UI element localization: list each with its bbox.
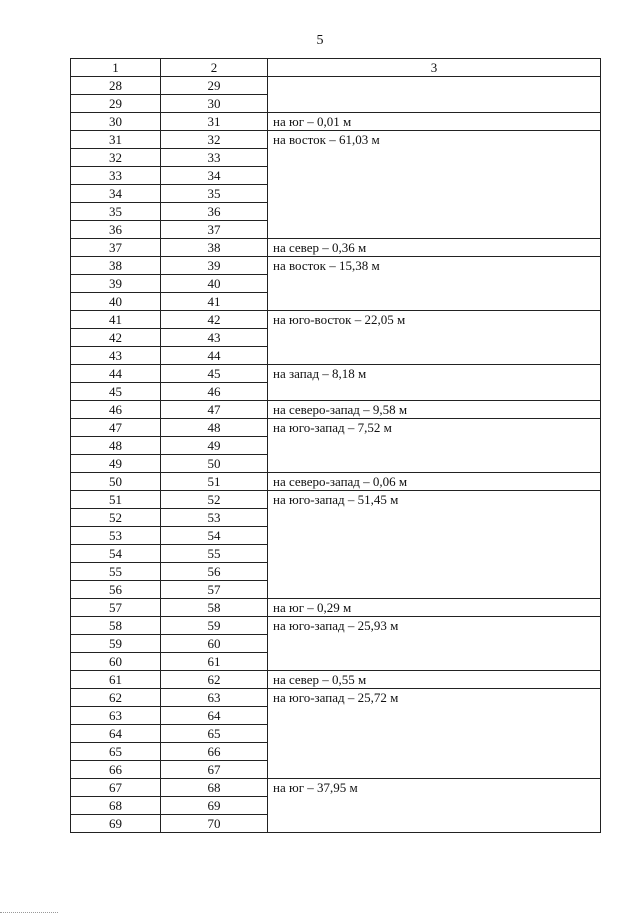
direction-distance-cell: на восток – 61,03 м bbox=[268, 131, 601, 239]
point-to-cell: 59 bbox=[161, 617, 268, 635]
direction-distance-cell: на северо-запад – 9,58 м bbox=[268, 401, 601, 419]
direction-distance-cell: на север – 0,55 м bbox=[268, 671, 601, 689]
direction-distance-cell: на юго-восток – 22,05 м bbox=[268, 311, 601, 365]
header-col-1: 1 bbox=[71, 59, 161, 77]
page-number: 5 bbox=[316, 33, 324, 48]
point-to-cell: 63 bbox=[161, 689, 268, 707]
table-row bbox=[71, 599, 601, 617]
point-from-cell: 46 bbox=[71, 401, 161, 419]
point-to-cell: 32 bbox=[161, 131, 268, 149]
point-to-cell: 67 bbox=[161, 761, 268, 779]
point-to-cell: 38 bbox=[161, 239, 268, 257]
direction-distance-cell: на юго-запад – 51,45 м bbox=[268, 491, 601, 599]
point-to-cell: 53 bbox=[161, 509, 268, 527]
point-to-cell: 66 bbox=[161, 743, 268, 761]
point-to-cell: 46 bbox=[161, 383, 268, 401]
point-from-cell: 62 bbox=[71, 689, 161, 707]
direction-distance-cell: на север – 0,36 м bbox=[268, 239, 601, 257]
direction-distance-cell: на юго-запад – 25,93 м bbox=[268, 617, 601, 671]
point-from-cell: 56 bbox=[71, 581, 161, 599]
point-from-cell: 36 bbox=[71, 221, 161, 239]
point-from-cell: 32 bbox=[71, 149, 161, 167]
point-to-cell: 47 bbox=[161, 401, 268, 419]
table-row bbox=[71, 77, 601, 95]
point-to-cell: 54 bbox=[161, 527, 268, 545]
point-to-cell: 64 bbox=[161, 707, 268, 725]
point-to-cell: 69 bbox=[161, 797, 268, 815]
point-to-cell: 60 bbox=[161, 635, 268, 653]
table-row bbox=[71, 491, 601, 509]
point-from-cell: 30 bbox=[71, 113, 161, 131]
point-to-cell: 57 bbox=[161, 581, 268, 599]
header-row bbox=[71, 59, 601, 77]
table-row bbox=[71, 113, 601, 131]
point-to-cell: 70 bbox=[161, 815, 268, 833]
table-body bbox=[71, 77, 601, 833]
point-from-cell: 47 bbox=[71, 419, 161, 437]
table-row bbox=[71, 311, 601, 329]
point-to-cell: 44 bbox=[161, 347, 268, 365]
point-to-cell: 39 bbox=[161, 257, 268, 275]
table-row bbox=[71, 779, 601, 797]
boundary-table bbox=[70, 58, 601, 833]
point-from-cell: 66 bbox=[71, 761, 161, 779]
point-from-cell: 58 bbox=[71, 617, 161, 635]
point-to-cell: 40 bbox=[161, 275, 268, 293]
point-to-cell: 29 bbox=[161, 77, 268, 95]
point-from-cell: 63 bbox=[71, 707, 161, 725]
point-from-cell: 31 bbox=[71, 131, 161, 149]
point-to-cell: 48 bbox=[161, 419, 268, 437]
point-from-cell: 64 bbox=[71, 725, 161, 743]
point-from-cell: 53 bbox=[71, 527, 161, 545]
point-to-cell: 68 bbox=[161, 779, 268, 797]
point-to-cell: 56 bbox=[161, 563, 268, 581]
table-row bbox=[71, 257, 601, 275]
table-header bbox=[71, 59, 601, 77]
point-from-cell: 68 bbox=[71, 797, 161, 815]
point-from-cell: 35 bbox=[71, 203, 161, 221]
point-to-cell: 50 bbox=[161, 455, 268, 473]
point-from-cell: 51 bbox=[71, 491, 161, 509]
point-to-cell: 65 bbox=[161, 725, 268, 743]
table-row bbox=[71, 689, 601, 707]
point-from-cell: 48 bbox=[71, 437, 161, 455]
direction-distance-cell: на северо-запад – 0,06 м bbox=[268, 473, 601, 491]
direction-distance-cell: на юго-запад – 7,52 м bbox=[268, 419, 601, 473]
table-row bbox=[71, 131, 601, 149]
point-to-cell: 41 bbox=[161, 293, 268, 311]
point-from-cell: 65 bbox=[71, 743, 161, 761]
table-row bbox=[71, 239, 601, 257]
point-to-cell: 37 bbox=[161, 221, 268, 239]
point-from-cell: 54 bbox=[71, 545, 161, 563]
point-from-cell: 50 bbox=[71, 473, 161, 491]
table-row bbox=[71, 419, 601, 437]
point-from-cell: 45 bbox=[71, 383, 161, 401]
point-from-cell: 44 bbox=[71, 365, 161, 383]
point-from-cell: 38 bbox=[71, 257, 161, 275]
point-from-cell: 43 bbox=[71, 347, 161, 365]
point-from-cell: 49 bbox=[71, 455, 161, 473]
header-col-2: 2 bbox=[161, 59, 268, 77]
table-row bbox=[71, 617, 601, 635]
table-row bbox=[71, 365, 601, 383]
header-col-3: 3 bbox=[268, 59, 601, 77]
point-from-cell: 69 bbox=[71, 815, 161, 833]
direction-distance-cell: на юг – 0,01 м bbox=[268, 113, 601, 131]
table-row bbox=[71, 671, 601, 689]
direction-distance-cell: на восток – 15,38 м bbox=[268, 257, 601, 311]
table-row bbox=[71, 473, 601, 491]
direction-distance-cell: на запад – 8,18 м bbox=[268, 365, 601, 401]
point-to-cell: 51 bbox=[161, 473, 268, 491]
point-to-cell: 58 bbox=[161, 599, 268, 617]
point-to-cell: 62 bbox=[161, 671, 268, 689]
point-to-cell: 34 bbox=[161, 167, 268, 185]
point-from-cell: 40 bbox=[71, 293, 161, 311]
point-to-cell: 31 bbox=[161, 113, 268, 131]
point-to-cell: 45 bbox=[161, 365, 268, 383]
direction-distance-cell: на юго-запад – 25,72 м bbox=[268, 689, 601, 779]
point-from-cell: 28 bbox=[71, 77, 161, 95]
point-to-cell: 36 bbox=[161, 203, 268, 221]
direction-distance-cell: на юг – 0,29 м bbox=[268, 599, 601, 617]
point-to-cell: 33 bbox=[161, 149, 268, 167]
point-to-cell: 35 bbox=[161, 185, 268, 203]
point-to-cell: 49 bbox=[161, 437, 268, 455]
point-from-cell: 60 bbox=[71, 653, 161, 671]
point-from-cell: 33 bbox=[71, 167, 161, 185]
point-from-cell: 52 bbox=[71, 509, 161, 527]
point-to-cell: 55 bbox=[161, 545, 268, 563]
point-from-cell: 42 bbox=[71, 329, 161, 347]
point-to-cell: 42 bbox=[161, 311, 268, 329]
direction-distance-cell: на юг – 37,95 м bbox=[268, 779, 601, 833]
point-to-cell: 61 bbox=[161, 653, 268, 671]
point-to-cell: 43 bbox=[161, 329, 268, 347]
point-from-cell: 41 bbox=[71, 311, 161, 329]
point-from-cell: 39 bbox=[71, 275, 161, 293]
table-row bbox=[71, 401, 601, 419]
point-to-cell: 52 bbox=[161, 491, 268, 509]
point-from-cell: 37 bbox=[71, 239, 161, 257]
point-from-cell: 34 bbox=[71, 185, 161, 203]
point-from-cell: 61 bbox=[71, 671, 161, 689]
point-from-cell: 59 bbox=[71, 635, 161, 653]
point-from-cell: 29 bbox=[71, 95, 161, 113]
point-from-cell: 55 bbox=[71, 563, 161, 581]
point-from-cell: 57 bbox=[71, 599, 161, 617]
point-to-cell: 30 bbox=[161, 95, 268, 113]
direction-distance-cell bbox=[268, 77, 601, 113]
point-from-cell: 67 bbox=[71, 779, 161, 797]
